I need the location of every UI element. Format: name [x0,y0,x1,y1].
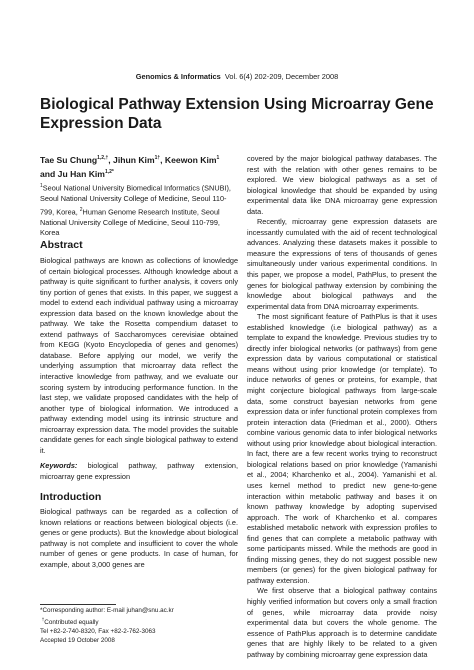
col2-paragraph-1: covered by the major biological pathway databases. The rest with the relation with other genes remains to be explored. We view biological pathways as a set of biological knowledge that should be expanded by using experimental data like DNA microarray gene expression data. [247,154,437,216]
col2-paragraph-3: The most significant feature of PathPlus is that it uses established knowledge (i.e biological pathway) as a template to expand the knowledge. Previous studies try to directly infer biological networks (or pathways) from gene expression data by various computational or statistical means without using prior knowledge (or template). To induce networks of genes or proteins, for example, that might conjecture biological pathways from large-scale data, some construct bayesian networks from gene expression data or infer functional protein complexes from protein interaction data (Friedman et al., 2000). Others combine various genomic data to infer biological networks without using prior knowledge about biological interaction. In fact, there are a few recent works trying to reconstruct biological relations based on prior knowledge (Yamanishi et al., 2004; Kharchenko et al., 2004). Yamanishi et al. uses kernel method to predict new gene-to-gene interaction within metabolic pathway and bases it on known pathway knowledge by adopting supervised approach. The work of Kharchenko et al. compares established metabolic network with expression profiles to find genes that can complete a metabolic pathway with some participants missed. While the methods are good in finding missing genes, they do not suggest possible new members (or genes) for the given biological pathway for pathway extension. [247,312,437,585]
keywords-label: Keywords: [40,461,78,470]
running-header [0,72,474,81]
affiliation-text: Human Genome Research Institute, Seoul National University College of Medicine, Seoul 110-799, Korea [40,207,220,238]
author-list [40,152,240,180]
corresponding-author: *Corresponding author: E-mail juhan@snu.ac.kr [40,607,174,614]
accepted-date: Accepted 19 October 2008 [40,637,115,645]
affiliation-superscript: 1 [40,183,43,189]
contribution-note [40,615,238,627]
introduction-paragraph: Biological pathways can be regarded as a collection of known relations or reactions between biological objects (i.e. genes or gene products). But the knowledge about biological pathway is not complete and insufficient to cover the whole number of genes or gene products. In case of human, for example, about 3,000 genes are [40,507,238,569]
author-superscript: 1,2* [104,168,114,175]
author-superscript: 1 [216,155,220,161]
author-name: , Keewon Kim [160,154,217,165]
author-name: Tae Su Chung [40,154,98,165]
paper-title: Biological Pathway Extension Using Microarray Gene Expression Data [40,96,434,132]
introduction-body [40,507,238,570]
journal-name: Genomics & Informatics [135,72,221,81]
contact-phone: Tel +82-2-740-8320, Fax +82-2-762-3063 [40,628,156,636]
footnote-rule [40,604,116,605]
introduction-heading: Introduction [40,491,102,503]
footnotes [40,606,238,645]
abstract-body [40,256,238,456]
abstract-paragraph: Biological pathways are known as collections of knowledge of certain biological processes. Although knowledge about a pathway is quite significant to further analysis, it covers only tiny portion of genes that exists. In this paper, we suggest a model to extend each individual pathway using a microarray expression data based on the known knowledge about the pathway. We take the Rosetta compendium dataset to extend pathways of Saccharomyces cerevisiae obtained from KEGG (Kyoto Encyclopedia of genes and genomes) database. Before applying our model, we verify the underlying assumption that microarray data reflect the interactive knowledge from pathway, and we evaluate our scoring system by introducing performance function. In the last step, we validate proposed candidates with the help of another type of biological information. We introduced a pathway extending model using its intrinsic structure and microarray expression data. The model provides the suitable candidate genes for each single biological pathway to extend it. [40,256,238,455]
keywords [40,461,238,482]
author-superscript: 1† [154,155,161,161]
author-name: , Jihun Kim [108,154,155,165]
affiliation-text: Seoul National University Biomedical Informatics (SNUBI), Seoul National University College of Medicine, Seoul 110-799, Korea, [40,183,231,217]
author-name: and Ju Han Kim [40,168,105,179]
contribution-text: Contributed equally [44,619,99,627]
affiliations [40,181,238,239]
right-column [247,154,437,660]
col2-paragraph-2: Recently, microarray gene expression datasets are incessantly cumulated with the aid of recent technological advances. Analyzing these datasets makes it possible to measure the expressions of tens of thousands of genes simultaneously under various experimental conditions. In this paper, we propose a model, PathPlus, to present the genes for biological pathway extension by combining the knowledge about biological pathways and the experimental data from DNA microarray experiments. [247,217,437,311]
affiliation-superscript: 2 [79,206,83,213]
contribution-mark: † [41,617,45,622]
abstract-heading: Abstract [40,239,83,251]
keywords-text: biological pathway, pathway extension, microarray gene expression [40,461,238,481]
author-superscript: 1,2,† [97,155,109,161]
journal-citation: Vol. 6(4) 202-209, December 2008 [224,72,339,81]
col2-paragraph-4: We first observe that a biological pathway contains highly verified information but covers only a small fraction of genes, while microarray data provide noisy experimental data but covers the whole genome. The essence of PathPlus approach is to determine candidate genes that are highly likely to be related to a given pathway by combining microarray gene expression data [247,586,437,659]
